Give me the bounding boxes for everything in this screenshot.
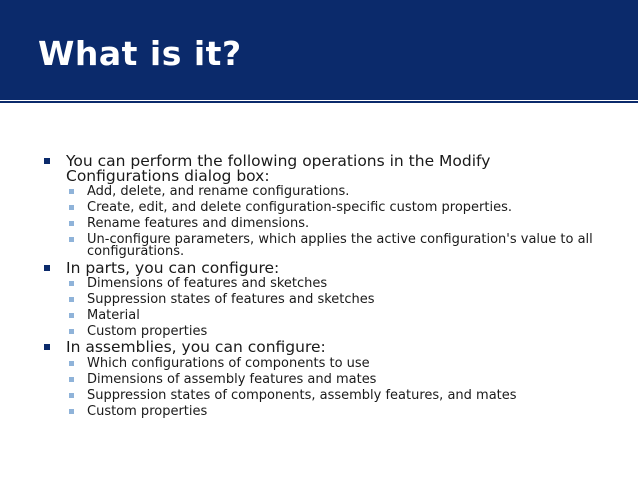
sub-bullet-text: Material bbox=[87, 308, 140, 323]
sub-bullet-item bbox=[87, 358, 597, 370]
bullet-item bbox=[66, 340, 606, 355]
square-bullet-icon bbox=[69, 281, 74, 286]
square-bullet-icon bbox=[44, 158, 50, 164]
sub-bullet-item bbox=[87, 294, 597, 306]
sub-bullet-text: Suppression states of components, assembly features, and mates bbox=[87, 388, 517, 403]
sub-bullet-item bbox=[87, 406, 597, 418]
square-bullet-icon bbox=[69, 297, 74, 302]
square-bullet-icon bbox=[44, 344, 50, 350]
sub-bullet-item bbox=[87, 326, 597, 338]
sub-bullet-text: Un-configure parameters, which applies the active configuration's value to all configurations. bbox=[87, 232, 593, 259]
square-bullet-icon bbox=[69, 409, 74, 414]
bullet-text: You can perform the following operations in the Modify Configurations dialog box: bbox=[66, 152, 491, 185]
sub-bullet-text: Custom properties bbox=[87, 324, 208, 339]
square-bullet-icon bbox=[69, 329, 74, 334]
bullet-item bbox=[66, 261, 606, 276]
sub-bullet-item bbox=[87, 186, 597, 198]
slide-title: What is it? bbox=[38, 34, 242, 73]
square-bullet-icon bbox=[69, 377, 74, 382]
sub-bullet-text: Dimensions of features and sketches bbox=[87, 276, 328, 291]
square-bullet-icon bbox=[69, 221, 74, 226]
sub-bullet-item bbox=[87, 374, 597, 386]
bullet-text: In parts, you can configure: bbox=[66, 259, 280, 277]
square-bullet-icon bbox=[69, 393, 74, 398]
sub-bullet-text: Suppression states of features and sketches bbox=[87, 292, 375, 307]
square-bullet-icon bbox=[44, 265, 50, 271]
bullet-item bbox=[66, 154, 606, 184]
sub-bullet-text: Add, delete, and rename configurations. bbox=[87, 184, 350, 199]
sub-bullet-text: Rename features and dimensions. bbox=[87, 216, 310, 231]
square-bullet-icon bbox=[69, 189, 74, 194]
square-bullet-icon bbox=[69, 205, 74, 210]
square-bullet-icon bbox=[69, 361, 74, 366]
square-bullet-icon bbox=[69, 313, 74, 318]
sub-bullet-text: Which configurations of components to use bbox=[87, 356, 370, 371]
sub-bullet-item bbox=[87, 202, 597, 214]
sub-bullet-text: Create, edit, and delete configuration-specific custom properties. bbox=[87, 200, 513, 215]
square-bullet-icon bbox=[69, 237, 74, 242]
sub-bullet-item bbox=[87, 390, 597, 402]
sub-bullet-item bbox=[87, 278, 597, 290]
sub-bullet-text: Custom properties bbox=[87, 404, 208, 419]
sub-bullet-item bbox=[87, 234, 597, 258]
bullet-text: In assemblies, you can configure: bbox=[66, 338, 326, 356]
sub-bullet-item bbox=[87, 310, 597, 322]
sub-bullet-item bbox=[87, 218, 597, 230]
sub-bullet-text: Dimensions of assembly features and mates bbox=[87, 372, 377, 387]
